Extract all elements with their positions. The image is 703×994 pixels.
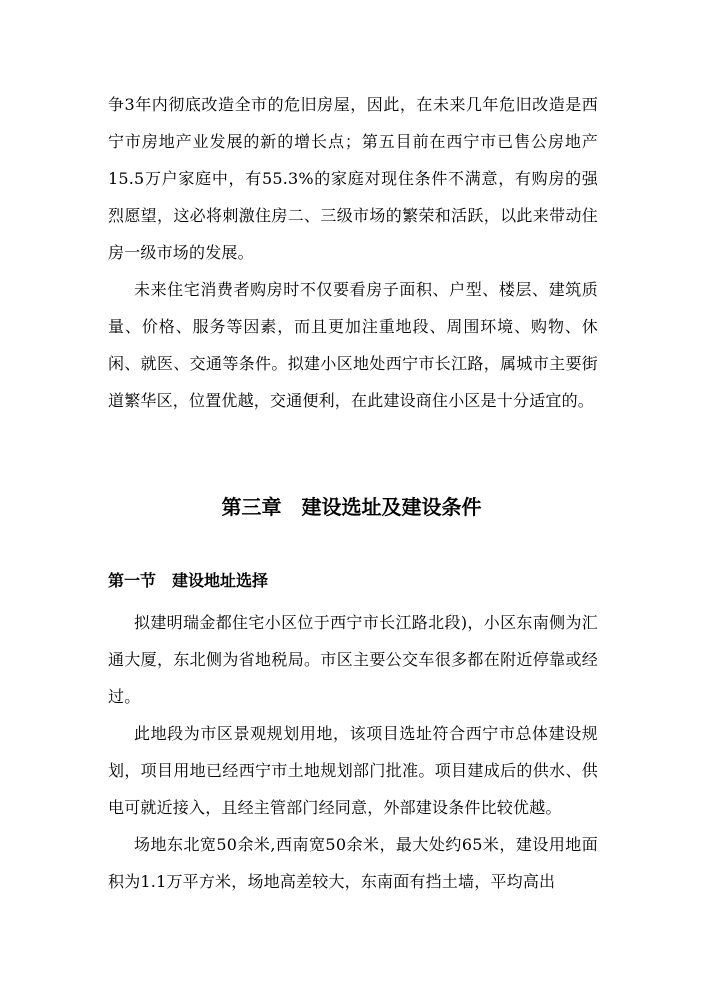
paragraph-consumer-preferences: 未来住宅消费者购房时不仅要看房子面积、户型、楼层、建筑质量、价格、服务等因素，而且更加注重地段、周围环境、购物、休闲、就医、交通等条件。拟建小区地处西宁市长江路，属城市主要街道繁华区，位置优越，交通便利，在此建设商住小区是十分适宜的。 [108, 280, 598, 410]
paragraph-site-location: 拟建明瑞金都住宅小区位于西宁市长江路北段)，小区东南侧为汇通大厦，东北侧为省地税局。市区主要公交车很多都在附近停靠或经过。 [108, 613, 598, 706]
paragraph-planning-approval: 此地段为市区景观规划用地，该项目选址符合西宁市总体建设规划，项目用地已经西宁市土地规划部门批准。项目建成后的供水、供电可就近接入，且经主管部门经同意，外部建设条件比较优越。 [108, 724, 598, 817]
section-title: 第一节 建设地址选择 [108, 571, 269, 590]
paragraph-renovation-growth: 争3年内彻底改造全市的危旧房屋，因此，在未来几年危旧改造是西宁市房地产业发展的新的增长点；第五目前在西宁市已售公房地产15.5万户家庭中，有55.3%的家庭对现住条件不满意，有购房的强烈愿望，这必将刺激住房二、三级市场的繁荣和活跃，以此来带动住房一级市场的发展。 [108, 95, 598, 262]
paragraph-site-dimensions: 场地东北宽50余米,西南宽50余米，最大处约65米，建设用地面积为1.1万平方米，场地高差较大，东南面有挡土墙，平均高出 [108, 835, 598, 891]
chapter-title: 第三章 建设选址及建设条件 [221, 495, 482, 519]
